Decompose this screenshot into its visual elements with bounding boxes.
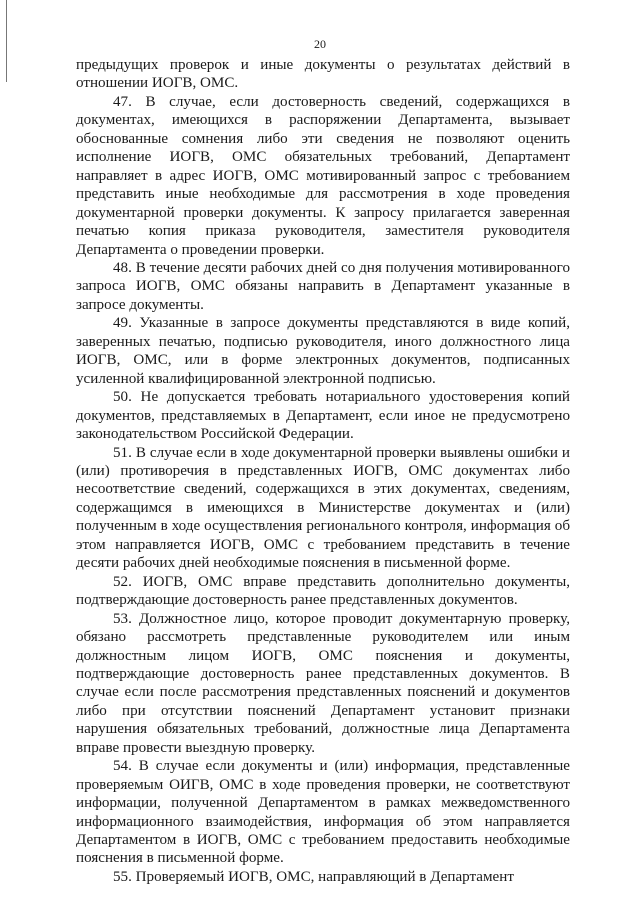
paragraph-continuation: предыдущих проверок и иные документы о результатах действий в отношении ИОГВ, ОМС.	[76, 57, 570, 92]
page-number: 20	[314, 37, 326, 51]
paragraph-47: 47. В случае, если достоверность сведений, содержащихся в документах, имеющихся в распоряжении Департамента, вызывает обоснованные сомнения либо эти сведения не позволяют оценить исполнение ИОГВ, ОМС обязательных требований, Департамент направляет в адрес ИОГВ, ОМС мотивированный запрос с требованием представить иные необходимые для рассмотрения в ходе проведения документарной проверки документы. К запросу прилагается заверенная печатью копия приказа руководителя, заместителя руководителя Департамента о проведении проверки.	[76, 93, 570, 258]
document-body	[76, 56, 570, 886]
paragraph-48: 48. В течение десяти рабочих дней со дня получения мотивированного запроса ИОГВ, ОМС обязаны направить в Департамент указанные в запросе документы.	[76, 259, 570, 313]
paragraph-50: 50. Не допускается требовать нотариального удостоверения копий документов, представляемых в Департамент, если иное не предусмотрено законодательством Российской Федерации.	[76, 389, 570, 443]
paragraph-51: 51. В случае если в ходе документарной проверки выявлены ошибки и (или) противоречия в представленных ИОГВ, ОМС документах либо несоответствие сведений, содержащихся в этих документах, сведениям, содержащимся в имеющихся в Министерстве документах и (или) полученным в ходе осуществления регионального контроля, информация об этом направляется ИОГВ, ОМС с требованием представить в течение десяти рабочих дней необходимые пояснения в письменной форме.	[76, 444, 570, 572]
paragraph-53: 53. Должностное лицо, которое проводит документарную проверку, обязано рассмотреть представленные руководителем или иным должностным лицом ИОГВ, ОМС пояснения и документы, подтверждающие достоверность ранее представленных документов. В случае если после рассмотрения представленных пояснений и документов либо при отсутствии пояснений Департамент установит признаки нарушения обязательных требований, должностные лица Департамента вправе провести выездную проверку.	[76, 610, 570, 756]
paragraph-52: 52. ИОГВ, ОМС вправе представить дополнительно документы, подтверждающие достоверность ранее представленных документов.	[76, 573, 570, 609]
paragraph-54: 54. В случае если документы и (или) информация, представленные проверяемым ОИГВ, ОМС в ходе проведения проверки, не соответствуют информации, полученной Департаментом в рамках межведомственного информационного взаимодействия, информация об этом направляется Департаментом в ИОГВ, ОМС с требованием предоставить необходимые пояснения в письменной форме.	[76, 758, 570, 867]
paragraph-49: 49. Указанные в запросе документы представляются в виде копий, заверенных печатью, подписью руководителя, иного должностного лица ИОГВ, ОМС, или в форме электронных документов, подписанных усиленной квалифицированной электронной подписью.	[76, 315, 570, 387]
paragraph-55: 55. Проверяемый ИОГВ, ОМС, направляющий в Департамент	[113, 868, 514, 885]
